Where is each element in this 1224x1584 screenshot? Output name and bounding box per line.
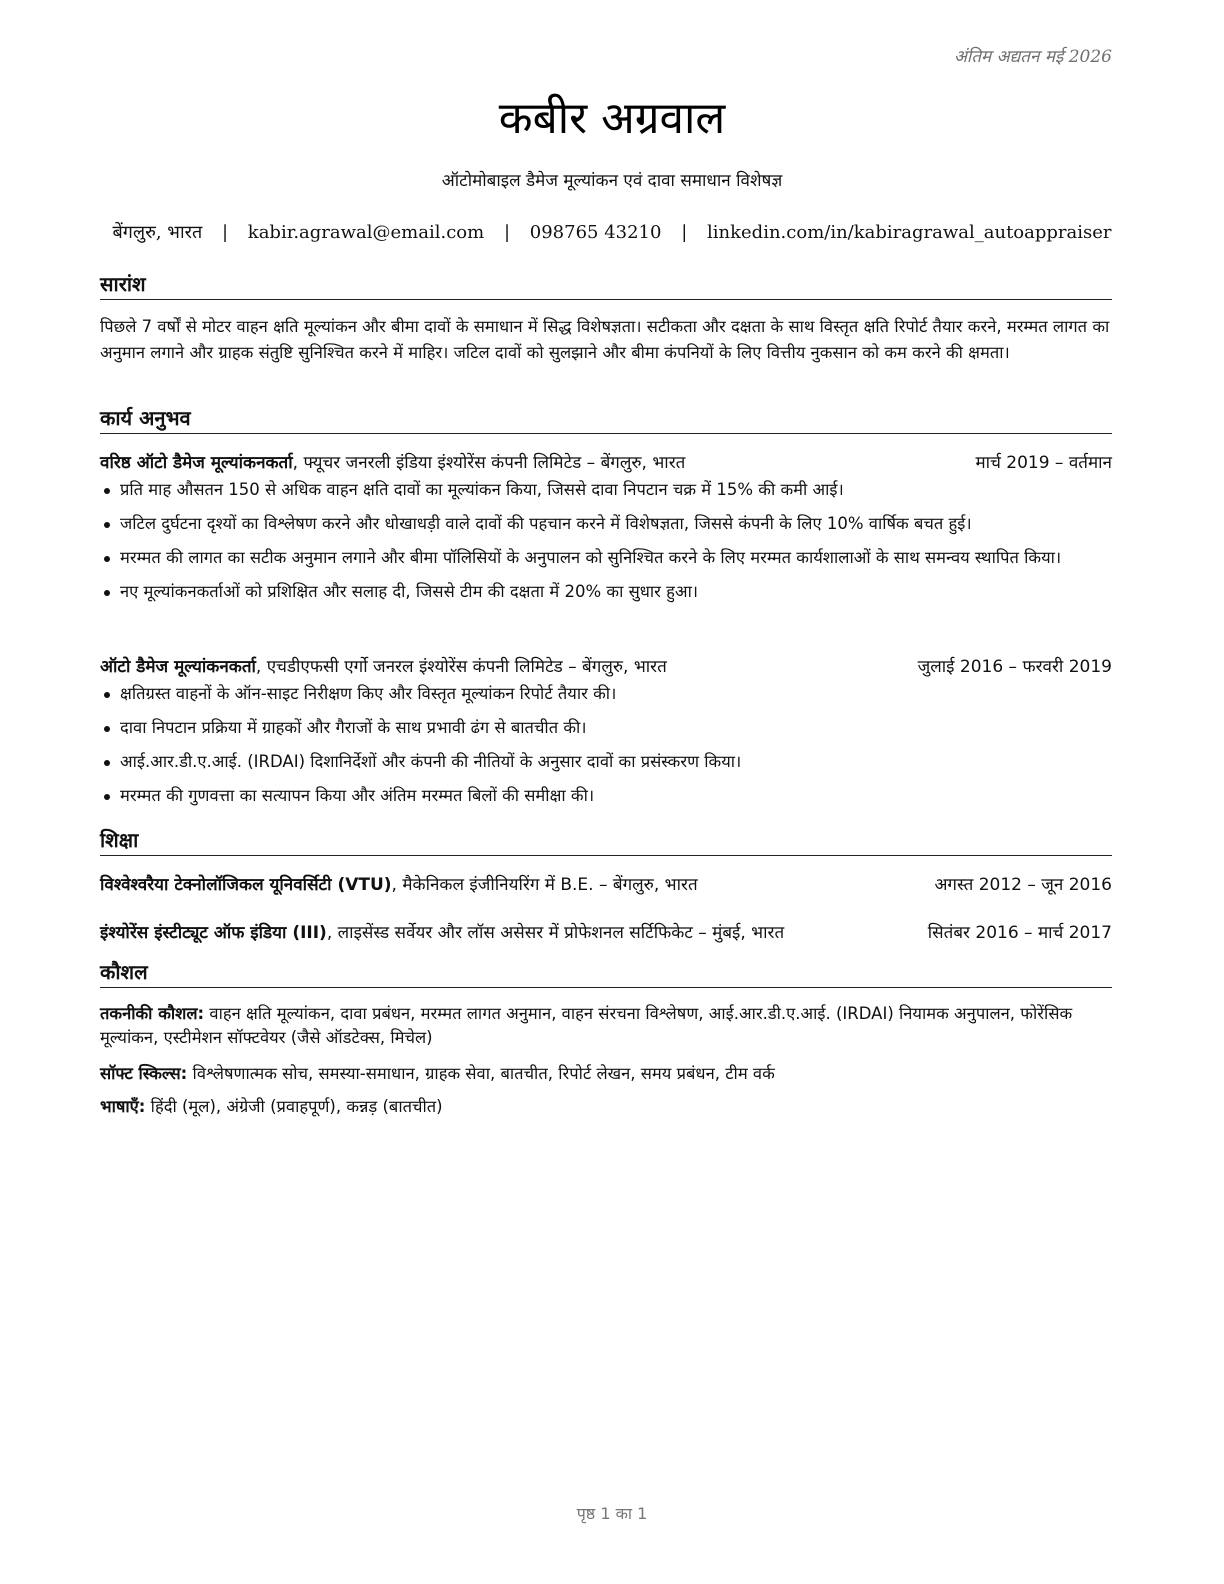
skills-languages xyxy=(100,1095,1116,1119)
job-org: , एचडीएफसी एर्गो जनरल इंश्योरेंस कंपनी लिमिटेड – बेंगलुरु, भारत xyxy=(255,657,667,677)
skills-technical xyxy=(100,1002,1116,1050)
job-dates: जुलाई 2016 – फरवरी 2019 xyxy=(917,657,1112,677)
education-item xyxy=(100,872,1112,895)
section-title-summary: सारांश xyxy=(100,270,1112,300)
education-school: विश्वेश्वरैया टेक्नोलॉजिकल यूनिवर्सिटी (VTU) xyxy=(100,875,392,895)
job-bullets xyxy=(100,682,1100,818)
list-item: दावा निपटान प्रक्रिया में ग्राहकों और गैराजों के साथ प्रभावी ढंग से बातचीत की। xyxy=(100,716,1100,740)
contact-phone: 098765 43210 xyxy=(529,222,662,243)
education-line xyxy=(100,872,698,895)
contact-separator: | xyxy=(503,222,511,243)
last-updated: अंतिम अद्यतन मई 2026 xyxy=(953,47,1112,67)
education-school: इंश्योरेंस इंस्टीट्यूट ऑफ इंडिया (III) xyxy=(100,923,327,943)
job-dates: मार्च 2019 – वर्तमान xyxy=(975,453,1112,473)
contact-linkedin[interactable]: linkedin.com/in/kabiragrawal_autoappraiser xyxy=(707,222,1112,243)
skills-technical-text: वाहन क्षति मूल्यांकन, दावा प्रबंधन, मरम्मत लागत अनुमान, वाहन संरचना विश्लेषण, आई.आर.डी.ए.आई. (IRDAI) नियामक अनुपालन, फोरेंसिक मूल्यांकन, एस्टीमेशन सॉफ्टवेयर (जैसे ऑडटेक्स, मिचेल) xyxy=(100,1004,1073,1047)
skills-soft xyxy=(100,1062,1116,1086)
list-item: मरम्मत की लागत का सटीक अनुमान लगाने और बीमा पॉलिसियों के अनुपालन को सुनिश्चित करने के लिए मरम्मत कार्यशालाओं के साथ समन्वय स्थापित किया। xyxy=(100,546,1100,570)
list-item: प्रति माह औसतन 150 से अधिक वाहन क्षति दावों का मूल्यांकन किया, जिससे दावा निपटान चक्र में 15% की कमी आई। xyxy=(100,478,1100,502)
job-header xyxy=(100,450,1112,473)
job-header xyxy=(100,654,1112,677)
skills-soft-label: सॉफ्ट स्किल्स: xyxy=(100,1064,188,1083)
education-detail: , मैकेनिकल इंजीनियरिंग में B.E. – बेंगलुरु, भारत xyxy=(391,875,698,895)
list-item: मरम्मत की गुणवत्ता का सत्यापन किया और अंतिम मरम्मत बिलों की समीक्षा की। xyxy=(100,784,1100,808)
contact-separator: | xyxy=(681,222,688,243)
education-dates: सितंबर 2016 – मार्च 2017 xyxy=(927,923,1112,943)
summary-text: पिछले 7 वर्षों से मोटर वाहन क्षति मूल्यांकन और बीमा दावों के समाधान में सिद्ध विशेषज्ञता। सटीकता और दक्षता के साथ विस्तृत क्षति रिपोर्ट तैयार करने, मरम्मत लागत का अनुमान लगाने और ग्राहक संतुष्टि सुनिश्चित करने में माहिर। जटिल दावों को सुलझाने और बीमा कंपनियों के लिए वित्तीय नुकसान को कम करने की क्षमता। xyxy=(100,317,1110,362)
section-title-education: शिक्षा xyxy=(100,826,1112,856)
contact-line xyxy=(0,220,1224,244)
contact-separator: | xyxy=(221,222,229,243)
skills-languages-text: हिंदी (मूल), अंग्रेजी (प्रवाहपूर्ण), कन्नड़ (बातचीत) xyxy=(145,1097,443,1116)
job-org: , फ्यूचर जनरली इंडिया इंश्योरेंस कंपनी लिमिटेड – बेंगलुरु, भारत xyxy=(292,453,686,473)
job-role: वरिष्ठ ऑटो डैमेज मूल्यांकनकर्ता xyxy=(100,453,293,473)
contact-email[interactable]: kabir.agrawal@email.com xyxy=(247,222,485,243)
job-title-line xyxy=(100,654,667,677)
education-dates: अगस्त 2012 – जून 2016 xyxy=(934,875,1112,895)
education-line xyxy=(100,920,784,943)
headline: ऑटोमोबाइल डैमेज मूल्यांकन एवं दावा समाधान विशेषज्ञ xyxy=(441,171,783,191)
section-title-experience: कार्य अनुभव xyxy=(100,404,1112,434)
education-detail: , लाइसेंस्ड सर्वेयर और लॉस असेसर में प्रोफेशनल सर्टिफिकेट – मुंबई, भारत xyxy=(326,923,785,943)
list-item: क्षतिग्रस्त वाहनों के ऑन-साइट निरीक्षण किए और विस्तृत मूल्यांकन रिपोर्ट तैयार की। xyxy=(100,682,1100,706)
candidate-name: कबीर अग्रवाल xyxy=(498,93,726,144)
list-item: आई.आर.डी.ए.आई. (IRDAI) दिशानिर्देशों और कंपनी की नीतियों के अनुसार दावों का प्रसंस्करण किया। xyxy=(100,750,1100,774)
skills-languages-label: भाषाएँ: xyxy=(100,1097,146,1116)
list-item: जटिल दुर्घटना दृश्यों का विश्लेषण करने और धोखाधड़ी वाले दावों की पहचान करने में विशेषज्ञता, जिससे कंपनी के लिए 10% वार्षिक बचत हुई। xyxy=(100,512,1100,536)
section-title-skills: कौशल xyxy=(100,958,1112,988)
job-bullets xyxy=(100,478,1100,614)
job-role: ऑटो डैमेज मूल्यांकनकर्ता xyxy=(100,657,256,677)
skills-soft-text: विश्लेषणात्मक सोच, समस्या-समाधान, ग्राहक सेवा, बातचीत, रिपोर्ट लेखन, समय प्रबंधन, टीम वर्क xyxy=(187,1064,775,1083)
education-item xyxy=(100,920,1112,943)
skills-technical-label: तकनीकी कौशल: xyxy=(100,1004,205,1023)
page-number: पृष्ठ 1 का 1 xyxy=(576,1504,648,1523)
contact-location: बेंगलुरु, भारत xyxy=(112,222,203,243)
job-title-line xyxy=(100,450,685,473)
list-item: नए मूल्यांकनकर्ताओं को प्रशिक्षित और सलाह दी, जिससे टीम की दक्षता में 20% का सुधार हुआ। xyxy=(100,580,1100,604)
